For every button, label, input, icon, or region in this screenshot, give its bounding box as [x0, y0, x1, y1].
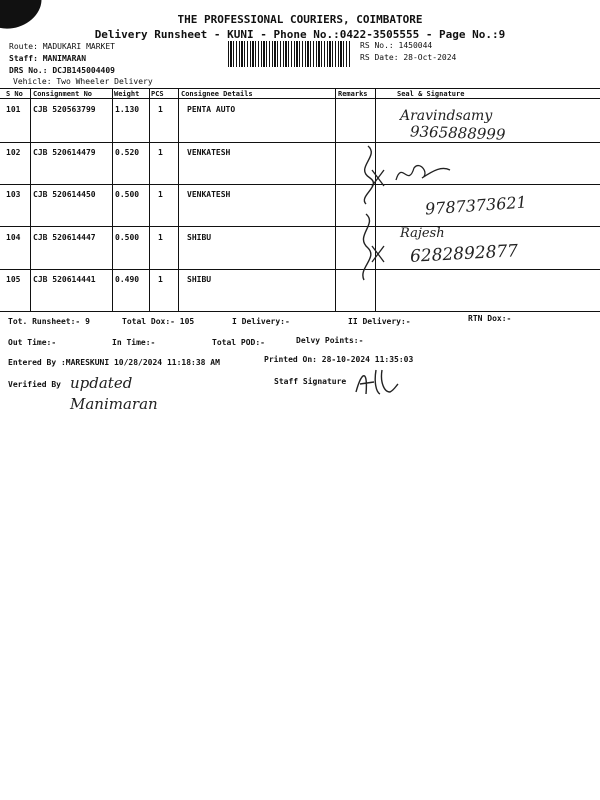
table-cell-weight: 0.490 [115, 275, 140, 284]
table-cell-sno: 105 [6, 275, 21, 284]
row-divider [0, 184, 600, 185]
table-cell-weight: 0.500 [115, 190, 140, 199]
table-cell-sno: 104 [6, 233, 21, 242]
table-cell-sno: 101 [6, 105, 21, 114]
printed-on: Printed On: 28-10-2024 11:35:03 [264, 355, 414, 364]
ii-delivery: II Delivery:- [348, 317, 411, 326]
table-cell-consignee: VENKATESH [187, 190, 231, 199]
table-cell-consignment: CJB 520614450 [33, 190, 96, 199]
handwritten-verified-note: updated [70, 374, 133, 392]
table-cell-consignment: CJB 520614441 [33, 275, 96, 284]
rs-number: RS No.: 1450044 [360, 41, 433, 50]
handwritten-signature-marks [350, 140, 470, 290]
table-top-rule [0, 88, 600, 89]
column-header-sno: S No [6, 90, 23, 98]
table-cell-pcs: 1 [158, 233, 163, 242]
table-cell-pcs: 1 [158, 148, 163, 157]
out-time: Out Time:- [8, 338, 57, 347]
column-header-consignment: Consignment No [33, 90, 93, 98]
runsheet-subtitle: Delivery Runsheet - KUNI - Phone No.:0422-3505555 - Page No.:9 [94, 28, 506, 41]
table-cell-pcs: 1 [158, 105, 163, 114]
column-divider [335, 88, 336, 311]
staff-signature-mark [352, 366, 402, 400]
handwritten-name: Aravindsamy [400, 108, 493, 124]
i-delivery: I Delivery:- [232, 317, 290, 326]
column-divider [30, 88, 31, 311]
column-header-remarks: Remarks [338, 90, 368, 98]
total-dox: Total Dox:- 105 [122, 317, 195, 326]
staff-signature-label: Staff Signature [274, 377, 347, 386]
rs-date: RS Date: 28-Oct-2024 [360, 53, 457, 62]
total-pod: Total POD:- [212, 338, 265, 347]
table-cell-consignment: CJB 520563799 [33, 105, 96, 114]
handwritten-phone: 9365888999 [409, 122, 506, 144]
column-header-pcs: PCS [151, 90, 164, 98]
rtn-dox: RTN Dox:- [468, 314, 512, 323]
drs-number: DRS No.: DCJB145004409 [9, 66, 115, 75]
row-divider [0, 142, 600, 143]
row-divider [0, 269, 600, 270]
table-cell-consignment: CJB 520614479 [33, 148, 96, 157]
column-header-weight: Weight [114, 90, 140, 98]
table-header-rule [0, 98, 600, 99]
table-cell-weight: 1.130 [115, 105, 140, 114]
verified-by-label: Verified By [8, 380, 61, 389]
row-divider [0, 226, 600, 227]
table-cell-consignee: SHIBU [187, 233, 212, 242]
handwritten-verified-name: Manimaran [70, 395, 158, 413]
handwritten-name: Rajesh [400, 226, 445, 241]
table-cell-consignee: PENTA AUTO [187, 105, 236, 114]
table-cell-weight: 0.500 [115, 233, 140, 242]
table-bottom-rule [0, 311, 600, 312]
entered-by: Entered By :MARESKUNI 10/28/2024 11:18:38 AM [8, 358, 220, 367]
column-divider [112, 88, 113, 311]
column-header-seal-signature: Seal & Signature [397, 90, 465, 98]
route-label: Route: MADUKARI MARKET [9, 42, 115, 51]
table-cell-sno: 103 [6, 190, 21, 199]
table-cell-consignee: SHIBU [187, 275, 212, 284]
delvy-points: Delvy Points:- [296, 336, 364, 345]
staff-label: Staff: MANIMARAN [9, 54, 87, 63]
total-runsheet: Tot. Runsheet:- 9 [8, 317, 90, 326]
table-cell-sno: 102 [6, 148, 21, 157]
table-cell-consignment: CJB 520614447 [33, 233, 96, 242]
table-cell-pcs: 1 [158, 190, 163, 199]
in-time: In Time:- [112, 338, 156, 347]
table-cell-consignee: VENKATESH [187, 148, 231, 157]
table-cell-pcs: 1 [158, 275, 163, 284]
vehicle-label: Vehicle: Two Wheeler Delivery [13, 77, 153, 86]
handwritten-phone: 9787373621 [424, 192, 528, 219]
company-title: THE PROFESSIONAL COURIERS, COIMBATORE [177, 13, 423, 26]
table-cell-weight: 0.520 [115, 148, 140, 157]
column-divider [178, 88, 179, 311]
handwritten-phone: 6282892877 [409, 241, 519, 267]
column-header-consignee: Consignee Details [181, 90, 253, 98]
column-divider [149, 88, 150, 311]
barcode [228, 41, 350, 67]
